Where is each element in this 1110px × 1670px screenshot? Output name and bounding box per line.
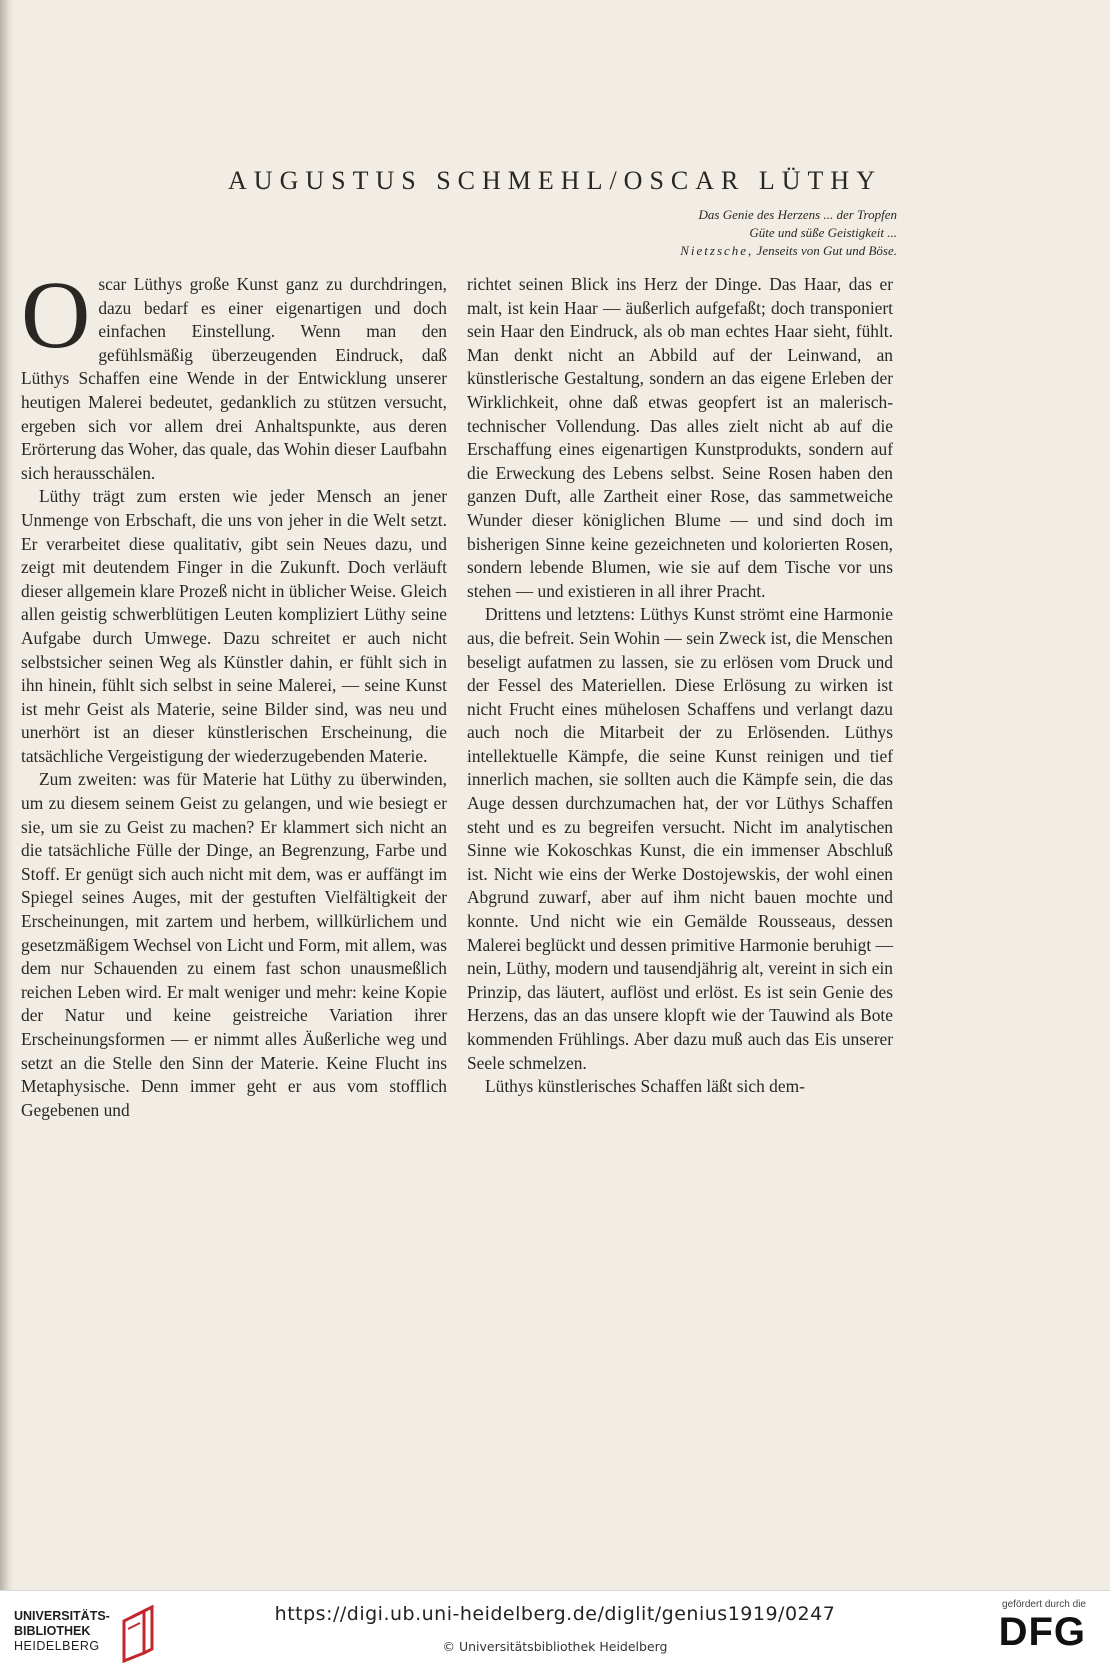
- dfg-logo-text: DFG: [998, 1610, 1086, 1654]
- drop-cap: O: [21, 261, 91, 368]
- viewer-footer: [0, 1590, 1110, 1670]
- library-name-line-1: UNIVERSITÄTS-: [14, 1609, 110, 1623]
- epigraph-attribution: [680, 242, 897, 260]
- epigraph-author: Nietzsche,: [680, 243, 754, 258]
- text-column-right: [467, 273, 893, 1099]
- epigraph-line-1: Das Genie des Herzens ... der Tropfen: [698, 207, 897, 222]
- paragraph: Lüthy trägt zum ersten wie jeder Mensch an jener Unmenge von Erbschaft, die uns von jeher in die Welt setzt. Er verarbeitet diese qualitativ, gibt sein Neues dazu, und zeigt mit deutendem Finger in die Zukunft. Doch verläuft dieser allgemein klare Prozeß nicht in üblicher Weise. Gleich allen geistig schwerblütigen Leuten kompliziert Lüthy seine Aufgabe durch Umwege. Dazu schreitet er auch nicht selbstsicher seinen Weg als Künstler dahin, er fühlt sich in ihn hinein, fühlt sich selbst in seine Malerei, — seine Kunst ist mehr Geist als Materie, seine Bilder sind, was neu und unerhört ist an dieser künstlerischen Erscheinung, die tatsächliche Vergeistigung der wiederzugebenden Materie.: [21, 486, 447, 766]
- epigraph-line-2: Güte und süße Geistigkeit ...: [749, 225, 897, 240]
- paragraph: Lüthys künstlerisches Schaffen läßt sich dem-: [485, 1076, 805, 1097]
- library-name-line-2: BIBLIOTHEK: [14, 1624, 91, 1638]
- funder-caption: gefördert durch die: [1002, 1599, 1086, 1610]
- library-name-line-3: HEIDELBERG: [14, 1639, 100, 1653]
- paragraph-text: scar Lüthys große Kunst ganz zu durchdringen, dazu bedarf es einer eigenartigen und doch einfachen Einstellung. Wenn man den gefühlsmäßig überzeugenden Eindruck, daß Lüthys Schaffen eine Wende in der Entwicklung unserer heutigen Malerei bedeutet, gedanklich zu stützen versucht, ergeben sich vor allem drei Anhaltspunkte, aus deren Erörterung das Woher, das quale, das Wohin dieser Laufbahn sich herausschälen.: [21, 274, 447, 483]
- funder-logo[interactable]: [976, 1599, 1086, 1654]
- page-gutter-shadow: [0, 0, 14, 1590]
- text-column-left: [21, 261, 447, 1122]
- epigraph-source: Jenseits von Gut und Böse.: [753, 243, 897, 258]
- permalink-url[interactable]: https://digi.ub.uni-heidelberg.de/diglit/genius1919/0247: [274, 1603, 836, 1625]
- epigraph: [680, 206, 897, 260]
- paragraph: Drittens und letztens: Lüthys Kunst strömt eine Harmonie aus, die befreit. Sein Wohin — sein Zweck ist, die Menschen beseligt aufatmen zu lassen, sie zu erlösen vom Druck und der Fessel des Materiellen. Diese Erlösung zu wirken ist nicht Frucht eines mühelosen Schaffens und verlangt dazu auch noch die Mitarbeit der zu Erlösenden. Lüthys intellektuelle Kämpfe, die seine Kunst reinigen und tief innerlich machen, sie sollten auch die Kämpfe sein, die das Auge dessen durchzumachen hat, der vor Lüthys Schaffen steht und es zu begreifen versucht. Nicht im analytischen Sinne wie Kokoschkas Kunst, die ein immenser Abschluß ist. Nicht wie eins der Werke Dostojewskis, der wohl einen Abgrund zuwarf, aber auf ihm nicht bauen mochte und konnte. Und nicht wie ein Gemälde Rousseaus, dessen Malerei beglückt und dessen primitive Harmonie beruhigt — nein, Lüthy, modern und tausendjährig alt, vereint in sich ein Prinzip, das läutert, auflöst und erlöst. Es ist sein Genie des Herzens, das an das unsere klopft wie der Tauwind als Bote kommenden Frühlings. Aber dazu muß auch das Eis unserer Seele schmelzen.: [467, 604, 893, 1073]
- paragraph: richtet seinen Blick ins Herz der Dinge. Das Haar, das er malt, ist kein Haar — äußerlich aufgefaßt; doch transponiert sein Haar den Eindruck, als ob man echtes Haar sieht, fühlt. Man denkt nicht an Abbild auf der Leinwand, an künstlerische Gestaltung, sondern an das eigene Erleben der Wirklichkeit, ohne daß etwas geopfert ist an malerisch-technischer Vollendung. Das alles zielt nicht ab auf die Erschaffung eines eigenartigen Kunstprodukts, sondern auf die Erweckung des Lebens selbst. Seine Rosen haben den ganzen Duft, alle Zartheit einer Rose, das sammetweiche Wunder dieser königlichen Blume — und sind doch im bisherigen Sinne keine gezeichneten und kolorierten Rosen, sondern lebende Blumen, wie sie auf dem Tische vor uns stehen — und existieren in all ihrer Pracht.: [467, 274, 893, 601]
- paragraph: Zum zweiten: was für Materie hat Lüthy zu überwinden, um zu diesem seinem Geist zu gelangen, und wie besiegt er sie, um sie zu Geist zu machen? Er klammert sich nicht an die tatsächliche Fülle der Dinge, an Begrenzung, Farbe und Stoff. Er genügt sich auch nicht mit dem, was er auffängt im Spiegel seines Auges, mit der gestuften Vielfältigkeit der Erscheinungen, mit zartem und herbem, willkürlichem und gesetzmäßigem Wechsel von Licht und Form, mit allem, was dem nur Schauenden zu einem fast schon unausmeßlich reichen Leben wird. Er malt weniger und mehr: keine Kopie der Natur und keine geistreiche Variation ihrer Erscheinungsformen — er nimmt alles Äußerliche weg und setzt an die Stelle den Sinn der Materie. Keine Flucht ins Metaphysische. Denn immer geht er aus vom stofflich Gegebenen und: [21, 769, 447, 1120]
- paragraph: [21, 261, 447, 485]
- copyright-notice: © Universitätsbibliothek Heidelberg: [442, 1639, 668, 1654]
- article-title: AUGUSTUS SCHMEHL/OSCAR LÜTHY: [228, 166, 882, 195]
